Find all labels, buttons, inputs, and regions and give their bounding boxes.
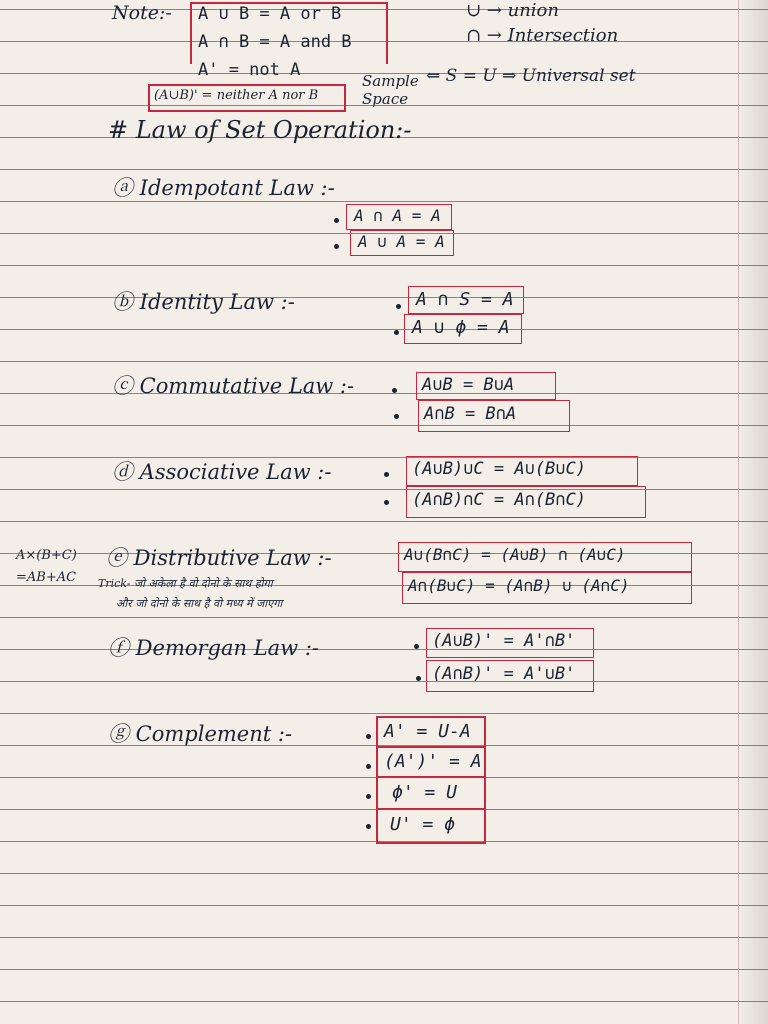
formula-idempotent-2: A ∪ A = A <box>358 232 445 251</box>
formula-commutative-1: A∪B = B∪A <box>422 375 515 395</box>
side-note-line2: =AB+AC <box>16 570 77 585</box>
bullet <box>416 676 421 681</box>
bullet <box>396 304 401 309</box>
formula-complement-3: ϕ' = U <box>392 782 458 803</box>
formula-complement-2: (A')' = A <box>384 751 482 772</box>
formula-complement-4: U' = ϕ <box>390 814 456 835</box>
bullet <box>392 388 397 393</box>
formula-associative-2: (A∩B)∩C = A∩(B∩C) <box>412 490 586 510</box>
trick-note-line1: Trick- जो अकेला है वो दोनो के साथ होगा <box>98 577 273 590</box>
note-line-union: A ∪ B = A or B <box>198 4 342 24</box>
universal-set-label: ⇐ S = U ⇒ Universal set <box>426 66 636 86</box>
table-divider <box>376 746 486 748</box>
intersection-legend: ∩ → Intersection <box>466 25 619 46</box>
bullet <box>414 644 419 649</box>
union-legend: ∪ → union <box>466 0 559 21</box>
bullet <box>366 794 371 799</box>
law-distributive-label: ⓔ Distributive Law :- <box>106 546 332 570</box>
bullet <box>366 734 371 739</box>
formula-identity-2: A ∪ ϕ = A <box>412 317 510 338</box>
side-note-line1: A×(B+C) <box>16 548 77 563</box>
bullet <box>384 472 389 477</box>
formula-demorgan-2: (A∩B)' = A'∪B' <box>432 664 576 684</box>
formula-identity-1: A ∩ S = A <box>416 289 514 310</box>
bullet <box>334 218 339 223</box>
formula-distributive-2: A∩(B∪C) = (A∩B) ∪ (A∩C) <box>408 576 630 595</box>
bullet <box>366 764 371 769</box>
formula-commutative-2: A∩B = B∩A <box>424 404 517 424</box>
note-label: Note:- <box>112 2 172 24</box>
law-associative-label: ⓓ Associative Law :- <box>112 460 332 484</box>
bullet <box>394 414 399 419</box>
table-divider <box>376 776 486 778</box>
neither-line: (A∪B)' = neither A nor B <box>154 88 319 103</box>
page-title: # Law of Set Operation:- <box>108 116 412 144</box>
formula-distributive-1: A∪(B∩C) = (A∪B) ∩ (A∪C) <box>404 545 626 564</box>
formula-idempotent-1: A ∩ A = A <box>354 206 441 225</box>
law-complement-label: ⓖ Complement :- <box>108 722 293 746</box>
formula-complement-1: A' = U-A <box>384 721 471 742</box>
note-line-intersection: A ∩ B = A and B <box>198 32 352 52</box>
formula-associative-1: (A∪B)∪C = A∪(B∪C) <box>412 459 586 479</box>
trick-note-line2: और जो दोनो के साथ है वो मध्य में जाएगा <box>116 597 283 610</box>
bullet <box>334 244 339 249</box>
bullet <box>366 824 371 829</box>
bullet <box>384 500 389 505</box>
bullet <box>394 330 399 335</box>
table-divider <box>376 808 486 810</box>
formula-demorgan-1: (A∪B)' = A'∩B' <box>432 631 576 651</box>
note-line-complement: A' = not A <box>198 60 301 80</box>
sample-space-label: Sample Space <box>362 72 419 108</box>
law-commutative-label: ⓒ Commutative Law :- <box>112 374 355 398</box>
law-demorgan-label: ⓕ Demorgan Law :- <box>108 636 319 660</box>
law-identity-label: ⓑ Identity Law :- <box>112 290 295 314</box>
page-shadow <box>738 0 768 1024</box>
law-idempotent-label: ⓐ Idempotant Law :- <box>112 176 335 200</box>
